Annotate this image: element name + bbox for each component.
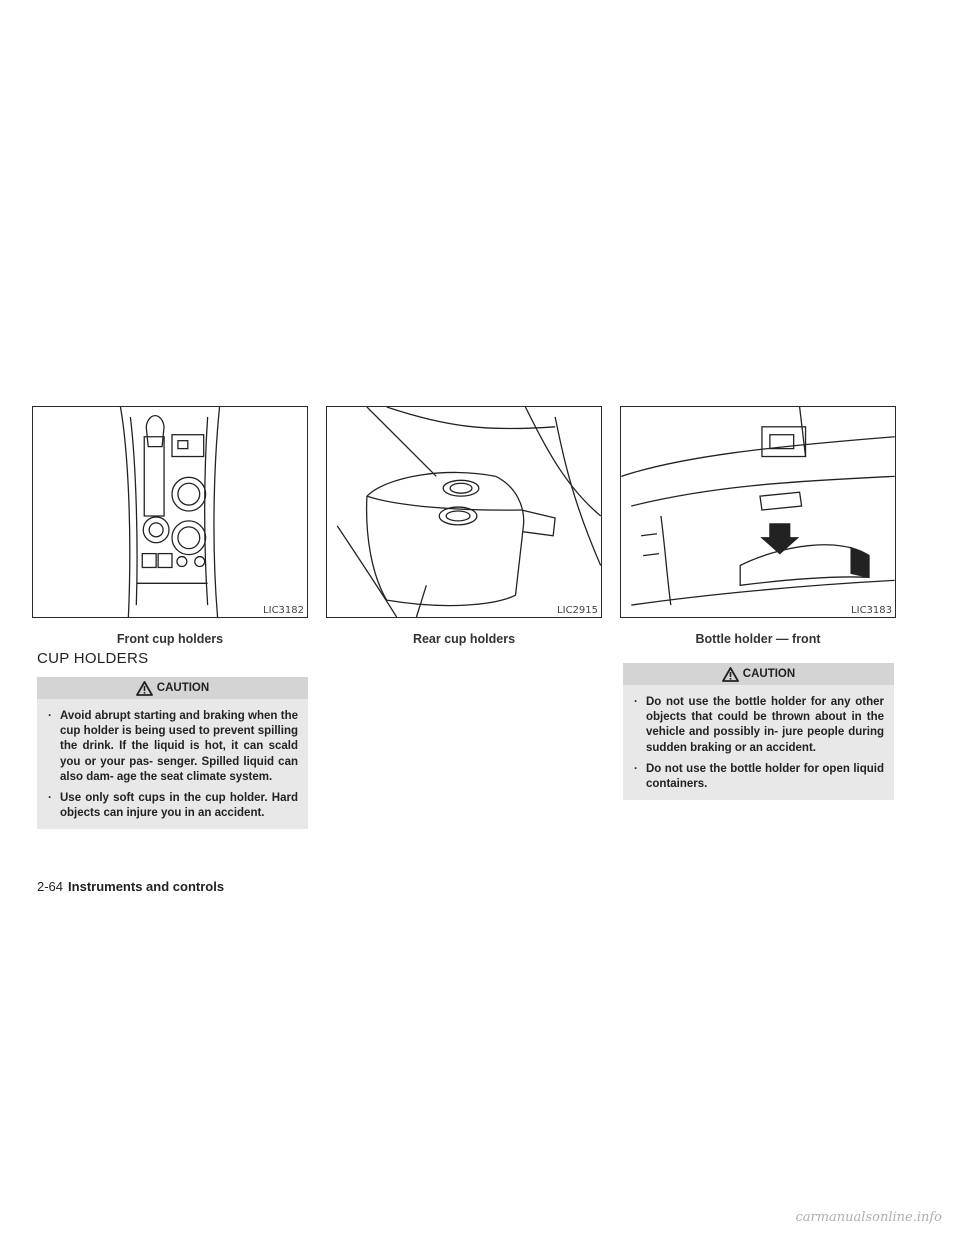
arrow-down-icon xyxy=(762,524,798,554)
caution-heading: CAUTION xyxy=(156,682,210,694)
rear-cup-holders-illustration xyxy=(327,407,601,617)
front-cup-holders-illustration xyxy=(33,407,307,617)
caution-header xyxy=(623,663,894,685)
page-number: 2-64 xyxy=(37,879,64,894)
bullet: · xyxy=(48,710,52,722)
figure-code: LIC3183 xyxy=(851,605,892,616)
figure-bottle-holder-front xyxy=(620,406,896,618)
caution-heading: CAUTION xyxy=(742,668,796,680)
bottle-holder-illustration xyxy=(621,407,895,617)
caution-header xyxy=(37,677,308,699)
bullet: · xyxy=(634,696,638,708)
watermark: carmanualsonline.info xyxy=(795,1210,942,1225)
bullet: · xyxy=(634,762,638,775)
caution-box-bottle-holder xyxy=(623,663,894,800)
warning-triangle-icon xyxy=(722,667,739,682)
caution-list xyxy=(623,685,894,800)
figure-code: LIC2915 xyxy=(557,605,598,616)
caution-item: · Do not use the bottle holder for any other objects that could be thrown about in the vehicle and possibly in- jure people during sudden braking or an accident. xyxy=(634,696,884,754)
caution-item: · Avoid abrupt starting and braking when the cup holder is being used to prevent spilling the drink. If the liquid is hot, it can scald you or your pas- senger. Spilled liquid can also dam- age the seat climate system. xyxy=(48,710,298,783)
figure-caption: Bottle holder — front xyxy=(695,632,821,646)
page-footer xyxy=(37,879,224,894)
warning-triangle-icon xyxy=(136,681,153,696)
figure-code: LIC3182 xyxy=(263,605,304,616)
caution-box-cup-holders xyxy=(37,677,308,829)
figure-rear-cup-holders xyxy=(326,406,602,618)
figure-front-cup-holders xyxy=(32,406,308,618)
figure-caption: Front cup holders xyxy=(116,632,224,646)
figure-caption: Rear cup holders xyxy=(412,632,516,646)
caution-item: · Do not use the bottle holder for open liquid containers. xyxy=(634,762,884,791)
section-title: CUP HOLDERS xyxy=(37,650,149,667)
caution-item: · Use only soft cups in the cup holder. Hard objects can injure you in an accident. xyxy=(48,792,298,820)
caution-list xyxy=(37,699,308,829)
bullet: · xyxy=(48,792,52,805)
footer-section-title: Instruments and controls xyxy=(68,879,225,894)
